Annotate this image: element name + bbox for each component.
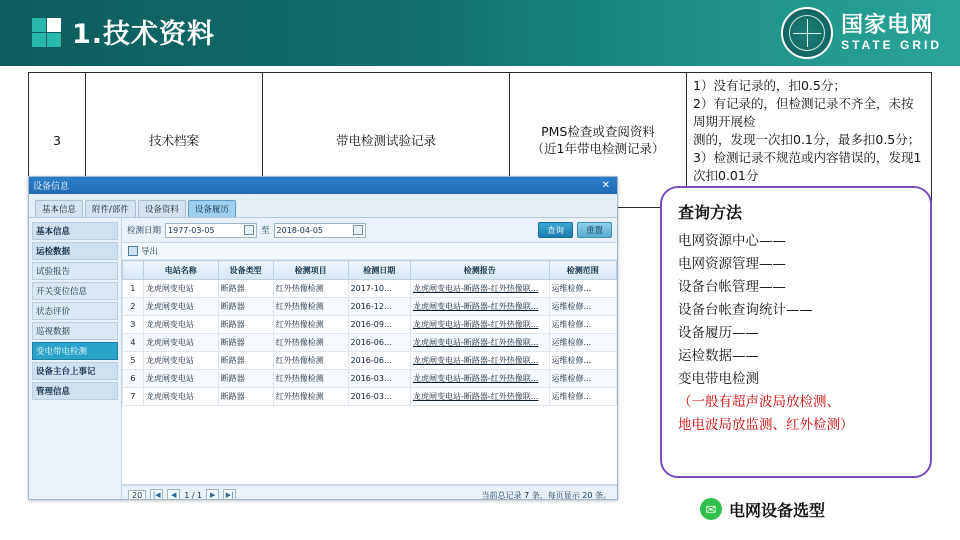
date-from-value: 1977-03-05 <box>168 225 215 235</box>
first-page-button[interactable]: |◀ <box>150 489 163 501</box>
filter-bar <box>122 218 617 243</box>
note-line-9: 地电波局放监测、红外检测） <box>678 417 854 433</box>
date-to-input[interactable] <box>274 223 366 238</box>
brand-name-cn: 国家电网 <box>841 13 934 38</box>
footer-account-name: 电网设备选型 <box>729 500 826 520</box>
column-project[interactable]: 检测项目 <box>273 261 348 280</box>
wechat-icon: ✉ <box>700 498 722 520</box>
export-icon <box>128 246 138 256</box>
last-page-button[interactable]: ▶| <box>223 489 236 501</box>
cell-project: 红外热像检测 <box>273 316 348 334</box>
results-grid-container[interactable] <box>122 260 617 485</box>
state-grid-logo-icon <box>781 7 833 59</box>
criteria-category: 技术档案 <box>86 73 263 208</box>
sidebar-item-test-report[interactable]: 试验报告 <box>32 262 118 280</box>
table-row[interactable] <box>123 298 617 316</box>
export-label: 导出 <box>141 247 159 257</box>
cell-date: 2017-10... <box>348 280 411 298</box>
tab-device-docs[interactable]: 设备资料 <box>138 200 186 217</box>
note-line-6: 运检数据—— <box>678 348 759 364</box>
cell-station: 龙虎闸变电站 <box>143 280 218 298</box>
column-station[interactable]: 电站名称 <box>143 261 218 280</box>
cell-scope: 运维检修... <box>549 280 616 298</box>
table-row[interactable] <box>123 370 617 388</box>
query-method-note <box>660 186 932 478</box>
table-row[interactable] <box>123 388 617 406</box>
export-bar[interactable] <box>122 243 617 260</box>
cell-type: 断路器 <box>218 352 273 370</box>
device-info-window <box>28 176 618 500</box>
sidebar-item-patrol-data[interactable]: 巡视数据 <box>32 322 118 340</box>
sidebar-item-basic-info[interactable]: 基本信息 <box>32 222 118 240</box>
note-line-5: 设备履历—— <box>678 325 759 341</box>
column-device-type[interactable]: 设备类型 <box>218 261 273 280</box>
window-title: 设备信息 <box>33 182 70 192</box>
cell-type: 断路器 <box>218 298 273 316</box>
note-line-2: 电网资源管理—— <box>678 256 786 272</box>
scoring-rule-line-3: 测的，发现一次扣0.1分，最多扣0.5分； <box>693 132 921 147</box>
page-size-select[interactable]: 20 <box>128 490 146 501</box>
criteria-item: 带电检测试验记录 <box>263 73 510 208</box>
calendar-icon[interactable] <box>353 225 363 235</box>
sidebar-item-status-eval[interactable]: 状态评价 <box>32 302 118 320</box>
note-line-3: 设备台帐管理—— <box>678 279 786 295</box>
sidebar-item-live-detection[interactable]: 变电带电检测 <box>32 342 118 360</box>
sidebar-item-ops-data[interactable]: 运检数据 <box>32 242 118 260</box>
cell-scope: 运维检修... <box>549 316 616 334</box>
brand-logo-group <box>781 8 942 58</box>
cell-scope: 运维检修... <box>549 352 616 370</box>
cell-type: 断路器 <box>218 316 273 334</box>
cell-station: 龙虎闸变电站 <box>143 334 218 352</box>
scoring-rule-line-4: 3）检测记录不规范或内容错误的，发现1次扣0.01分 <box>693 150 922 183</box>
next-page-button[interactable]: ▶ <box>206 489 219 501</box>
window-main-panel <box>122 218 617 500</box>
date-range-label: 检测日期 <box>127 226 162 236</box>
cell-date: 2016-09... <box>348 316 411 334</box>
scoring-rule-line-2: 2）有记录的，但检测记录不齐全，未按周期开展检 <box>693 96 914 129</box>
note-title: 查询方法 <box>678 203 743 222</box>
cell-index: 5 <box>123 352 144 370</box>
page-header <box>0 0 960 66</box>
cell-project: 红外热像检测 <box>273 334 348 352</box>
cell-report-link[interactable]: 龙虎闸变电站-断路器-红外热像联... <box>411 280 550 298</box>
footer-account-badge <box>700 492 932 526</box>
criteria-number: 3 <box>29 73 86 208</box>
window-body <box>29 217 617 500</box>
cell-type: 断路器 <box>218 334 273 352</box>
criteria-source-line2: （近1年带电检测记录） <box>531 141 665 156</box>
cell-date: 2016-12... <box>348 298 411 316</box>
column-scope[interactable]: 检测范围 <box>549 261 616 280</box>
column-index[interactable] <box>123 261 144 280</box>
cell-report-link[interactable]: 龙虎闸变电站-断路器-红外热像联... <box>411 334 550 352</box>
cell-station: 龙虎闸变电站 <box>143 370 218 388</box>
date-from-input[interactable] <box>165 223 257 238</box>
cell-index: 3 <box>123 316 144 334</box>
cell-report-link[interactable]: 龙虎闸变电站-断路器-红外热像联... <box>411 388 550 406</box>
note-line-1: 电网资源中心—— <box>678 233 786 249</box>
window-sidebar <box>29 218 122 500</box>
cell-scope: 运维检修... <box>549 370 616 388</box>
page-indicator: 1 / 1 <box>184 490 203 500</box>
tab-basic-info[interactable]: 基本信息 <box>35 200 83 217</box>
window-tabs <box>29 194 617 217</box>
cell-station: 龙虎闸变电站 <box>143 352 218 370</box>
brand-name-en: STATE GRID <box>841 38 942 52</box>
cell-station: 龙虎闸变电站 <box>143 316 218 334</box>
cell-index: 1 <box>123 280 144 298</box>
note-line-8: （一般有超声波局放检测、 <box>678 394 840 410</box>
prev-page-button[interactable]: ◀ <box>167 489 180 501</box>
criteria-source-line1: PMS检查或查阅资料 <box>541 124 655 139</box>
results-grid <box>122 260 617 406</box>
cell-scope: 运维检修... <box>549 388 616 406</box>
query-button[interactable]: 查询 <box>538 222 573 238</box>
tab-attachments[interactable]: 附件/部件 <box>85 200 136 217</box>
pagination-bar <box>122 485 617 500</box>
close-icon[interactable]: ✕ <box>601 179 610 191</box>
table-row[interactable] <box>123 316 617 334</box>
cell-report-link[interactable]: 龙虎闸变电站-断路器-红外热像联... <box>411 352 550 370</box>
page-title: 1.技术资料 <box>72 19 216 50</box>
cell-date: 2016-06... <box>348 352 411 370</box>
sidebar-item-manage-info[interactable]: 管理信息 <box>32 382 118 400</box>
cell-station: 龙虎闸变电站 <box>143 298 218 316</box>
cell-station: 龙虎闸变电站 <box>143 388 218 406</box>
calendar-icon[interactable] <box>244 225 254 235</box>
cell-report-link[interactable]: 龙虎闸变电站-断路器-红外热像联... <box>411 370 550 388</box>
window-titlebar <box>29 177 617 194</box>
table-row[interactable] <box>123 352 617 370</box>
cell-date: 2016-03... <box>348 370 411 388</box>
reset-button[interactable]: 重置 <box>577 222 612 238</box>
record-summary: 当前总记录 7 条，每页显示 20 条。 <box>481 490 611 500</box>
cell-project: 红外热像检测 <box>273 370 348 388</box>
cell-project: 红外热像检测 <box>273 352 348 370</box>
cell-report-link[interactable]: 龙虎闸变电站-断路器-红外热像联... <box>411 316 550 334</box>
table-row[interactable] <box>123 280 617 298</box>
cell-project: 红外热像检测 <box>273 298 348 316</box>
cell-date: 2016-03... <box>348 388 411 406</box>
tab-device-history[interactable]: 设备履历 <box>188 200 236 217</box>
note-line-4: 设备台帐查询统计—— <box>678 302 813 318</box>
cell-date: 2016-06... <box>348 334 411 352</box>
cell-project: 红外热像检测 <box>273 388 348 406</box>
date-to-value: 2018-04-05 <box>276 225 324 235</box>
cell-scope: 运维检修... <box>549 298 616 316</box>
cell-report-link[interactable]: 龙虎闸变电站-断路器-红外热像联... <box>411 298 550 316</box>
cell-project: 红外热像检测 <box>273 280 348 298</box>
sidebar-item-switch-position[interactable]: 开关变位信息 <box>32 282 118 300</box>
table-row[interactable] <box>123 334 617 352</box>
cell-type: 断路器 <box>218 370 273 388</box>
note-line-7: 变电带电检测 <box>678 371 759 387</box>
cell-index: 2 <box>123 298 144 316</box>
cell-index: 7 <box>123 388 144 406</box>
cell-type: 断路器 <box>218 280 273 298</box>
sidebar-item-device-ledger[interactable]: 设备主台上事记 <box>32 362 118 380</box>
header-decorative-squares <box>32 18 62 48</box>
cell-index: 6 <box>123 370 144 388</box>
date-to-label: 至 <box>261 226 270 236</box>
scoring-rule-line-1: 1）没有记录的，扣0.5分； <box>693 78 846 93</box>
cell-index: 4 <box>123 334 144 352</box>
column-date[interactable]: 检测日期 <box>348 261 411 280</box>
cell-scope: 运维检修... <box>549 334 616 352</box>
cell-type: 断路器 <box>218 388 273 406</box>
column-report[interactable]: 检测报告 <box>411 261 550 280</box>
grid-header-row <box>123 261 617 280</box>
